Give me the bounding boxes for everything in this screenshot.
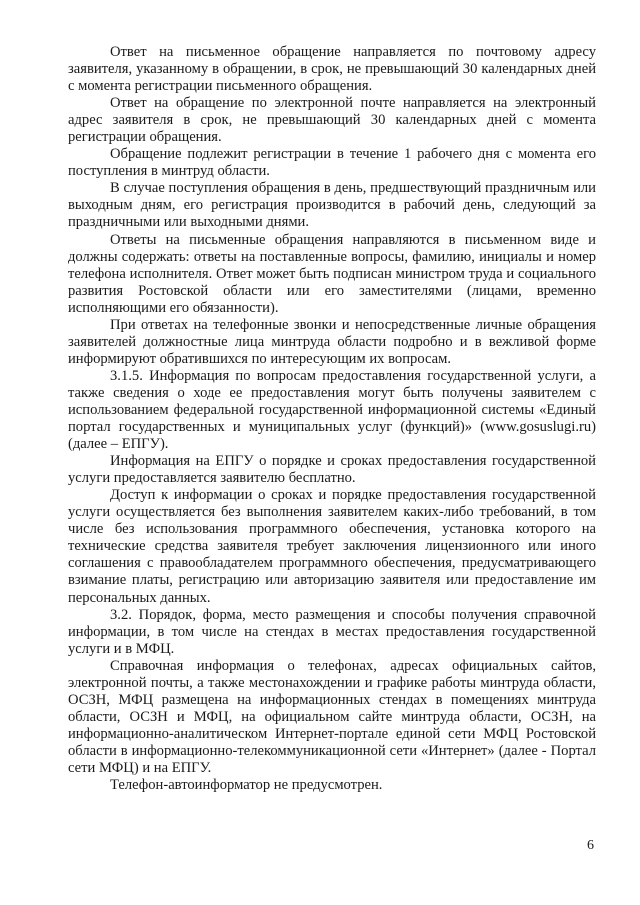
paragraph-email-reply: Ответ на обращение по электронной почте направляется на электронный адрес заявителя в срок, не превышающий 30 календарных дней с момента регистрации обращения.	[68, 95, 596, 146]
document-body	[68, 44, 596, 794]
paragraph-reference-info: Справочная информация о телефонах, адресах официальных сайтов, электронной почты, а также местонахождении и графике работы минтруда области, ОСЗН, МФЦ размещена на информационных стендах в помещениях минтруда области, ОСЗН и МФЦ, на официальном сайте минтруда области, ОСЗН, на информационно-аналитическом Интернет-портале единой сети МФЦ Ростовской области в информационно-телекоммуникационной сети «Интернет» (далее - Портал сети МФЦ) и на ЕПГУ.	[68, 657, 596, 776]
paragraph-access-terms: Доступ к информации о сроках и порядке предоставления государственной услуги осуществляется без выполнения заявителем каких-либо требований, в том числе без использования программного обеспечения, установка которого на технические средства заявителя требует заключения лицензионного или иного соглашения с правообладателем программного обеспечения, предусматривающего взимание платы, регистрацию или авторизацию заявителя или предоставление им персональных данных.	[68, 487, 596, 606]
paragraph-written-reply: Ответ на письменное обращение направляется по почтовому адресу заявителя, указанному в обращении, в срок, не превышающий 30 календарных дней с момента регистрации письменного обращения.	[68, 44, 596, 95]
paragraph-section-3-2: 3.2. Порядок, форма, место размещения и способы получения справочной информации, в том числе на стендах в местах предоставления государственной услуги и в МФЦ.	[68, 606, 596, 657]
paragraph-section-3-1-5: 3.1.5. Информация по вопросам предоставления государственной услуги, а также сведения о ходе ее предоставления могут быть получены заявителем с использованием федеральной государственной информационной системы «Единый портал государственных и муниципальных услуг (функций)» (www.gosuslugi.ru) (далее – ЕПГУ).	[68, 367, 596, 453]
page-number: 6	[587, 838, 594, 853]
paragraph-reply-content: Ответы на письменные обращения направляются в письменном виде и должны содержать: ответы на поставленные вопросы, фамилию, инициалы и номер телефона исполнителя. Ответ может быть подписан министром труда и социального развития Ростовской области или его заместителями (лицами, временно исполняющими его обязанности).	[68, 231, 596, 316]
paragraph-phone-calls: При ответах на телефонные звонки и непосредственные личные обращения заявителей должностные лица минтруда области подробно и в вежливой форме информируют обратившихся по интересующим их вопросам.	[68, 316, 596, 367]
paragraph-holiday-registration: В случае поступления обращения в день, предшествующий праздничным или выходным дням, его регистрация производится в рабочий день, следующий за праздничными или выходными днями.	[68, 180, 596, 231]
paragraph-free-info: Информация на ЕПГУ о порядке и сроках предоставления государственной услуги предоставляется заявителю бесплатно.	[68, 453, 596, 487]
paragraph-autoinformer: Телефон-автоинформатор не предусмотрен.	[110, 777, 383, 794]
paragraph-registration-term: Обращение подлежит регистрации в течение 1 рабочего дня с момента его поступления в минтруд области.	[68, 146, 596, 180]
